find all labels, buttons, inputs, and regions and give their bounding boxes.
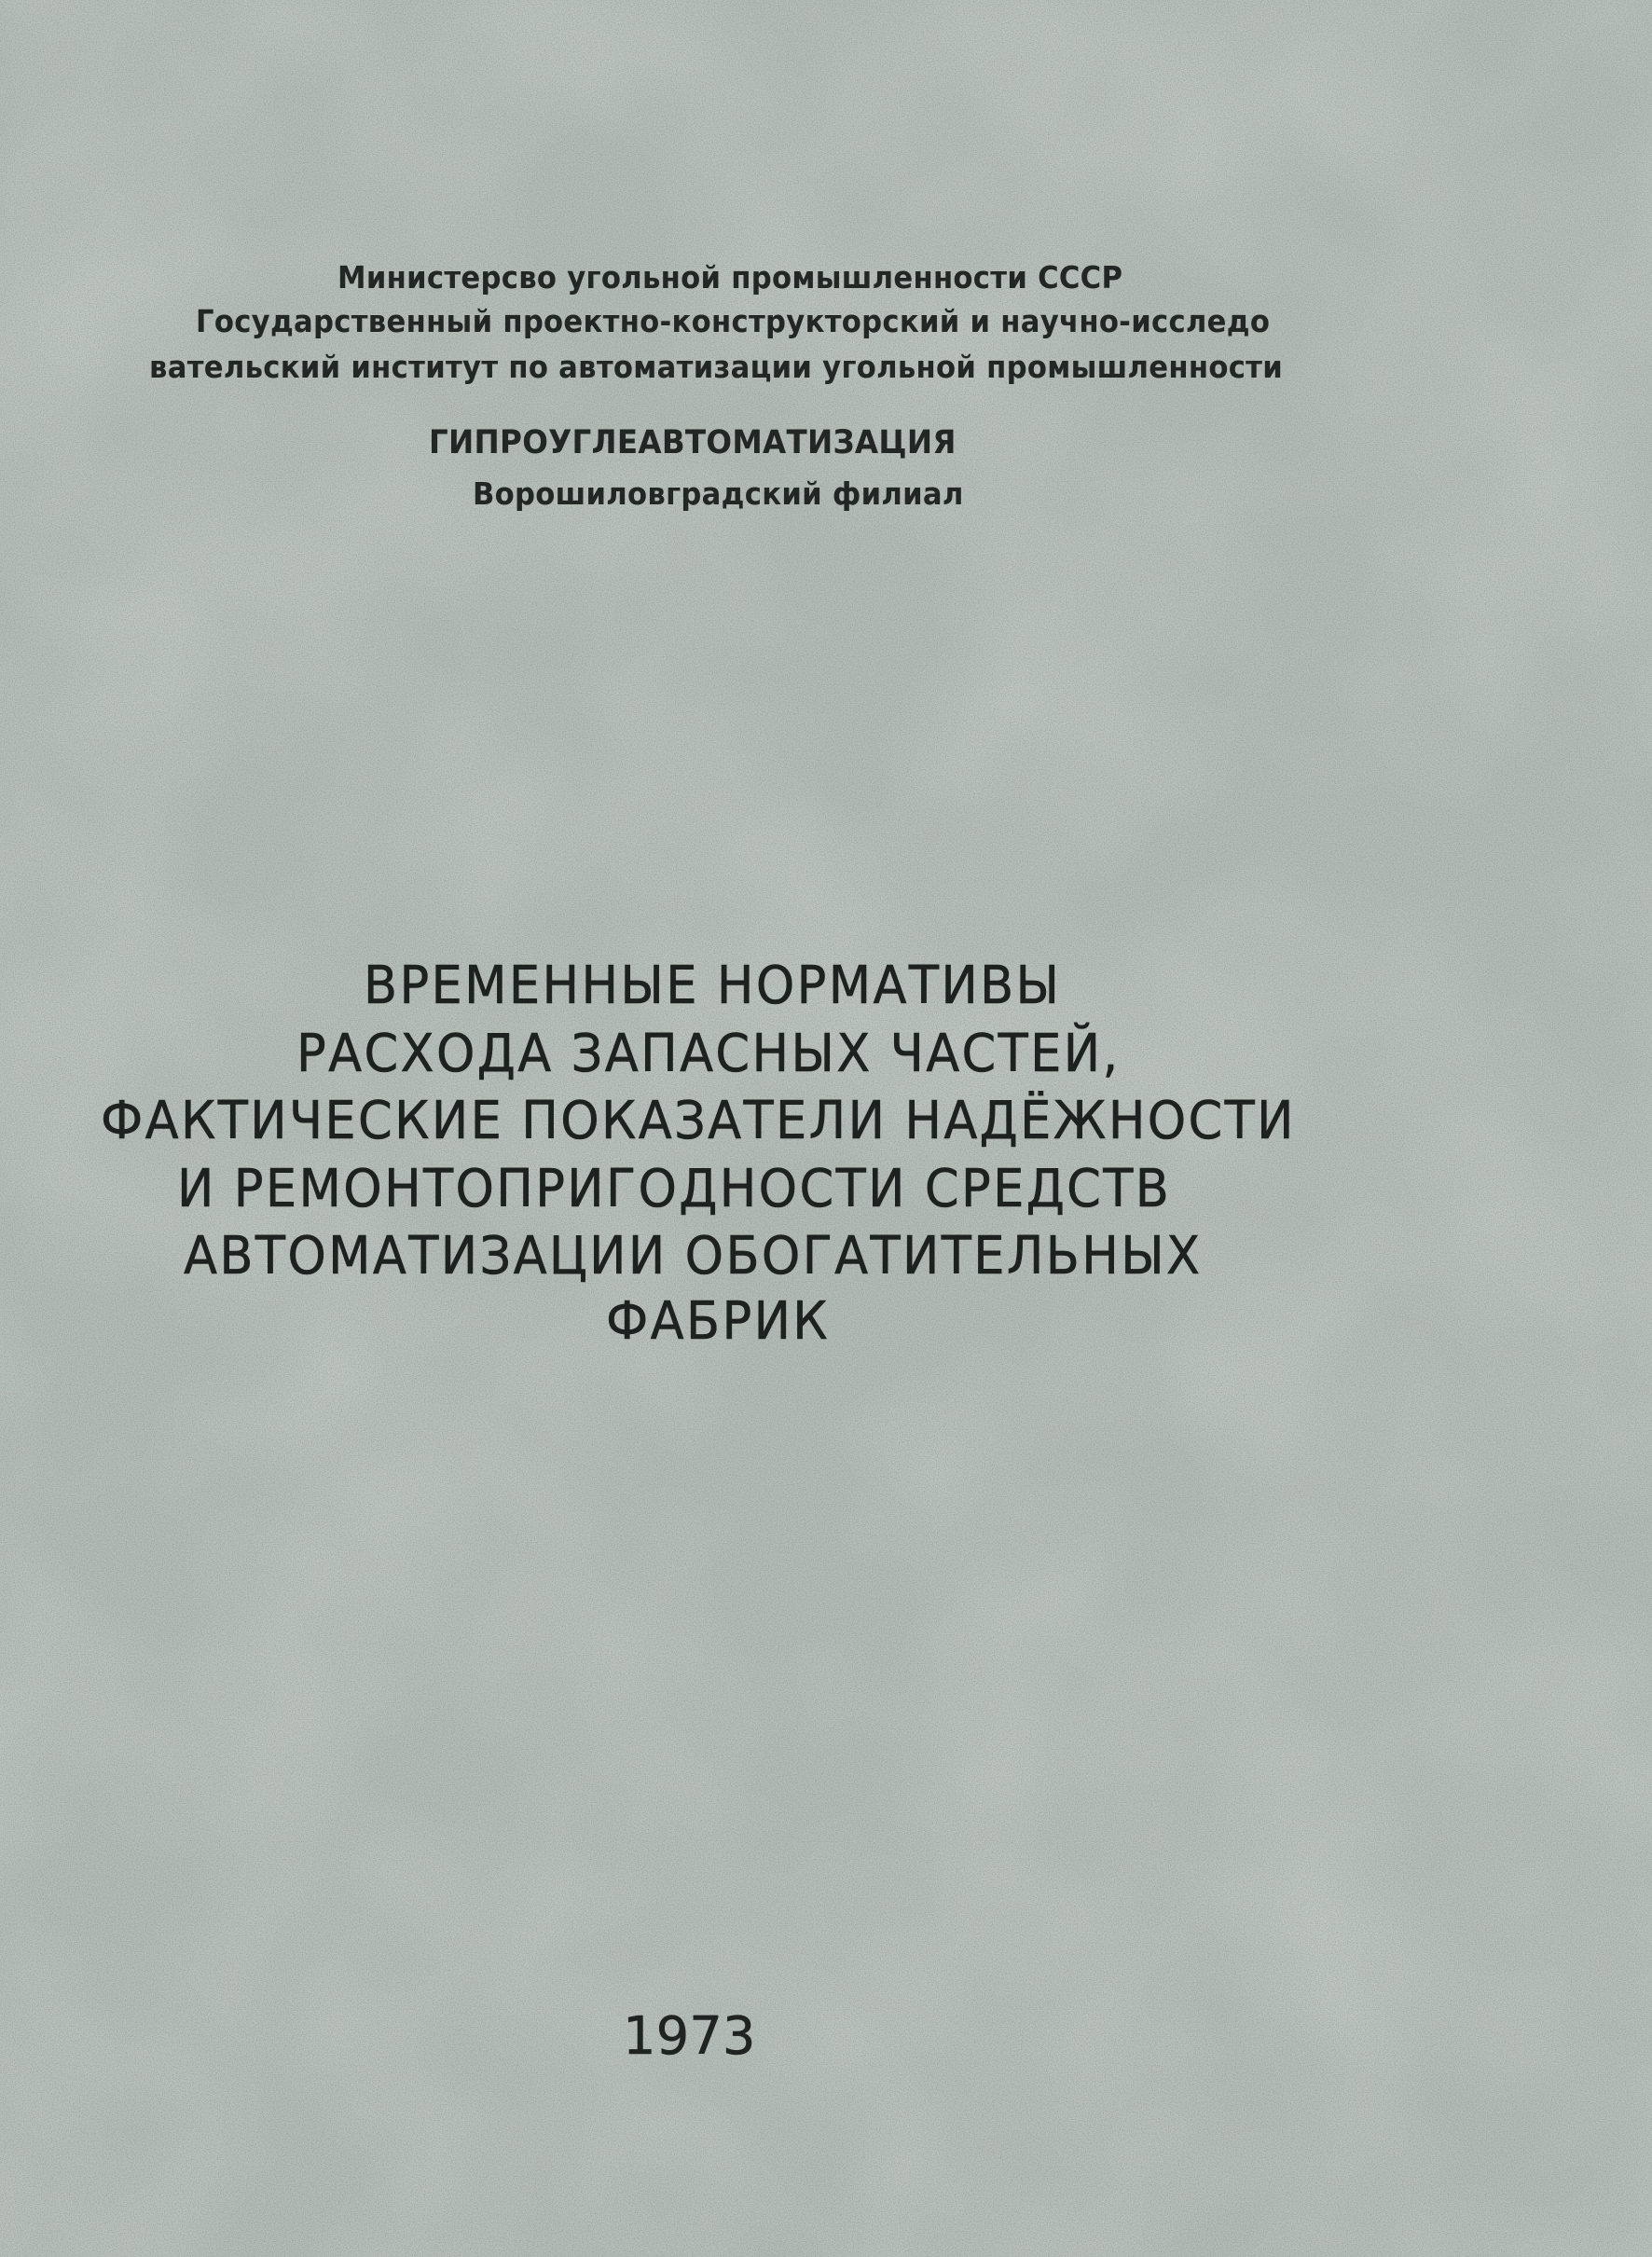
branch-name: Ворошиловградский филиал — [473, 475, 964, 512]
title-line-2: РАСХОДА ЗАПАСНЫХ ЧАСТЕЙ, — [296, 1024, 1121, 1084]
title-line-4: И РЕМОНТОПРИГОДНОСТИ СРЕДСТВ — [177, 1159, 1172, 1219]
ministry-line: Министерсво угольной промышленности СССР — [337, 259, 1123, 296]
organization-name: ГИПРОУГЛЕАВТОМАТИЗАЦИЯ — [429, 424, 957, 461]
title-line-5: АВТОМАТИЗАЦИИ ОБОГАТИТЕЛЬНЫХ — [184, 1226, 1203, 1287]
title-line-3: ФАКТИЧЕСКИЕ ПОКАЗАТЕЛИ НАДЁЖНОСТИ — [101, 1091, 1296, 1151]
institute-line-2: вательский институт по автоматизации угольной промышленности — [149, 349, 1284, 385]
title-line-1: ВРЕМЕННЫЕ НОРМАТИВЫ — [364, 956, 1062, 1016]
institute-line-1: Государственный проектно-конструкторский и научно-исследо — [196, 303, 1271, 339]
title-line-6: ФАБРИК — [606, 1291, 831, 1352]
publication-year: 1973 — [623, 2006, 756, 2067]
